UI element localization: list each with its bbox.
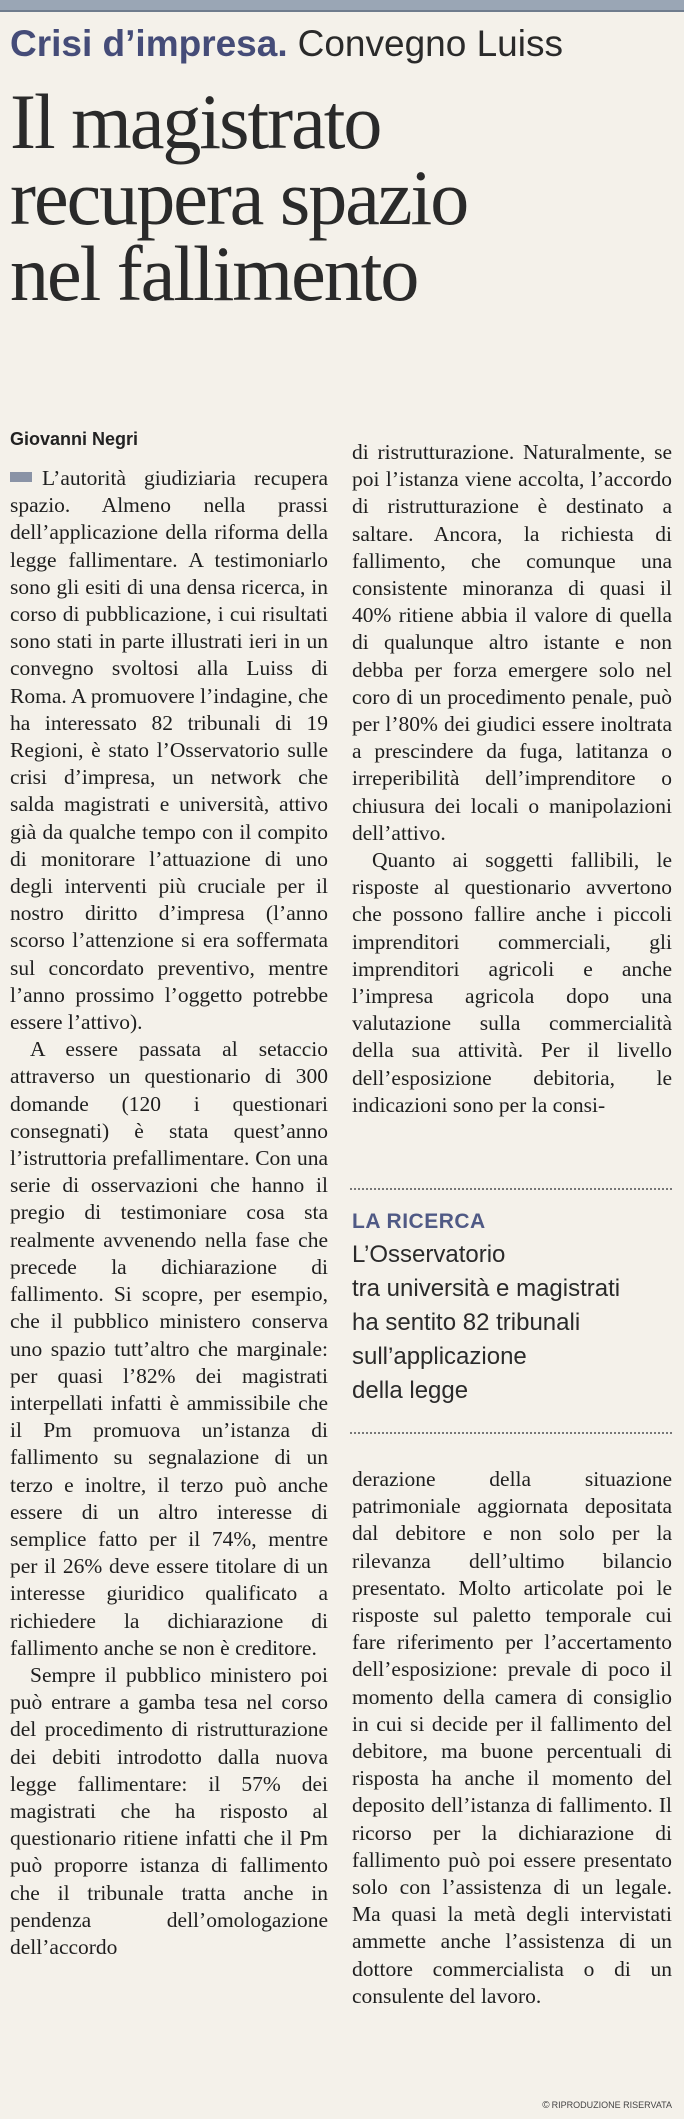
copyright <box>542 2100 672 2111</box>
byline: Giovanni Negri <box>10 429 139 449</box>
paragraph-3: Sempre il pubblico ministero poi può entrare a gamba tesa nel corso del procedimento di ristrutturazione dei debiti introdotto dalla nuova legge fallimentare: il 57% dei magistrati che ha risposto al questionario ritiene infatti che il Pm può proporre istanza di fallimento che il tribunale tratta anche in pendenza dell’omologazione dell’accordo <box>10 1662 328 1959</box>
copyright-symbol: © <box>542 2100 550 2111</box>
headline <box>10 78 678 317</box>
box-line-4: sull’applicazione <box>352 1343 527 1370</box>
paragraph-1 <box>10 465 328 1036</box>
lead-marker-icon <box>10 472 32 482</box>
article-column-1 <box>10 465 328 1961</box>
copyright-text: RIPRODUZIONE RISERVATA <box>551 2100 672 2110</box>
box-line-5: della legge <box>352 1377 469 1404</box>
box-text <box>352 1238 672 1408</box>
article-column-2-top <box>352 439 672 1119</box>
box-top-divider <box>350 1188 672 1190</box>
top-rule <box>0 0 684 12</box>
paragraph-4: di ristrutturazione. Naturalmente, se poi l’istanza viene accolta, l’accordo di ristrutturazione è destinato a saltare. Ancora, la richiesta di fallimento, che comunque una consistente minoranza di quasi il 40% ritiene abbia il valore di quella di qualunque altro istante e non debba per forza emergere solo nel coro di un procedimento penale, può per l’80% dei giudici essere inoltrata a prescindere da fuga, latitanza o irreperibilità dell’imprenditore o chiusura dei locali o manipolazioni dell’attivo. <box>352 440 672 845</box>
box-title: LA RICERCA <box>352 1210 486 1233</box>
headline-line-1: Il magistrato <box>10 78 381 165</box>
kicker-topic: Crisi d’impresa. <box>10 23 288 64</box>
paragraph-1-text: L’autorità giudiziaria recupera spazio. Almeno nella prassi dell’applicazione della riforma della legge fallimentare. A testimoniarlo sono gli esiti di una densa ricerca, in corso di pubblicazione, i cui risultati sono stati in parte illustrati ieri in un convegno svoltosi alla Luiss di Roma. A promuovere l’indagine, che ha interessato 82 tribunali di 19 Regioni, è stato l’Osservatorio sulle crisi d’impresa, un network che salda magistrati e università, attivo già da qualche tempo con il compito di monitorare l’attuazione di uno degli interventi più cruciale per il nostro diritto d’impresa (l’anno scorso l’attenzione si era soffermata sul concordato preventivo, mentre l’anno prossimo l’oggetto potrebbe essere l’attivo). <box>10 466 328 1035</box>
headline-line-2: recupera spazio <box>10 154 468 241</box>
box-bottom-divider <box>350 1432 672 1434</box>
headline-line-3: nel fallimento <box>10 230 418 317</box>
article-column-2-bottom <box>352 1466 672 2010</box>
paragraph-5: Quanto ai soggetti fallibili, le risposte al questionario avvertono che possono fallire anche i piccoli imprenditori commerciali, gli imprenditori agricoli e anche l’impresa agricola dopo una valutazione sulla commercialità della sua attività. Per il livello dell’esposizione debitoria, le indicazioni sono per la consi- <box>352 848 672 1117</box>
paragraph-6: derazione della situazione patrimoniale aggiornata depositata dal debitore e non solo per la rilevanza dell’ultimo bilancio presentato. Molto articolate poi le risposte sul paletto temporale cui fare riferimento per l’accertamento dell’esposizione: prevale di poco il momento della camera di consiglio in cui si decide per il fallimento del debitore, ma buone percentuali di risposta ha anche il momento del deposito dell’istanza di fallimento. Il ricorso per la dichiarazione di fallimento può poi essere presentato solo con l’assistenza di un legale. Ma quasi la metà degli intervistati ammette anche l’assistenza di un dottore commercialista o di un consulente del lavoro. <box>352 1467 672 2008</box>
paragraph-2: A essere passata al setaccio attraverso un questionario di 300 domande (120 i questionari consegnati) è stata quest’anno l’istruttoria prefallimentare. Con una serie di osservazioni che hanno il pregio di testimoniare cosa sta realmente avvenendo nella fase che precede la dichiarazione di fallimento. Si scopre, per esempio, che il pubblico ministero conserva uno spazio tutt’altro che marginale: per quasi l’82% dei magistrati interpellati infatti è ammissibile che il Pm promuova un’istanza di fallimento su segnalazione di un terzo e inoltre, il terzo può anche essere di un altro interesse di semplice fatto per il 74%, mentre per il 26% deve essere titolare di un interesse giuridico qualificato a richiedere la dichiarazione di fallimento anche se non è creditore. <box>10 1037 328 1660</box>
box-line-3: ha sentito 82 tribunali <box>352 1309 581 1336</box>
kicker <box>10 22 563 66</box>
kicker-event: Convegno Luiss <box>297 23 563 64</box>
box-line-1: L’Osservatorio <box>352 1241 506 1268</box>
box-line-2: tra università e magistrati <box>352 1275 621 1302</box>
